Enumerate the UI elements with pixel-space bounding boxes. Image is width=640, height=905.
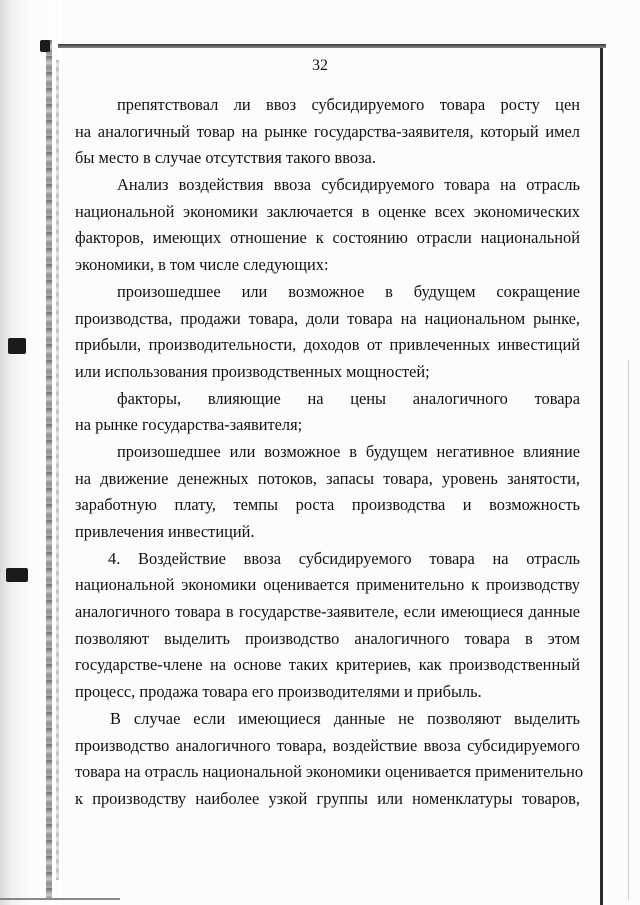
text-line: на аналогичный товар на рынке государства-заявителя, который имел (75, 121, 580, 141)
scan-binding-shadow (0, 0, 62, 905)
text-line: процесс, продажа товара его производителями и прибыль. (75, 682, 482, 702)
text-line: национальной экономики оценивается применительно к производству (75, 575, 580, 595)
text-line: препятствовал ли ввоз субсидируемого товара росту цен (117, 95, 580, 114)
body-text (75, 92, 584, 813)
text-line: Анализ воздействия ввоза субсидируемого товара на отрасль (117, 175, 580, 195)
scan-right-edge-faint (628, 360, 629, 900)
text-line: факторы, влияющие на цены аналогичного товара (117, 388, 580, 408)
text-line: произошедшее или возможное в будущем негативное влияние (117, 441, 580, 461)
scan-right-edge (600, 48, 603, 905)
text-line: привлечения инвестиций. (75, 522, 255, 541)
text-line: производства, продажи товара, доли товара на национальном рынке, (75, 308, 580, 328)
text-line: 4. Воздействие ввоза субсидируемого товара на отрасль (108, 548, 580, 568)
text-line: прибыли, производительности, доходов от привлеченных инвестиций (75, 335, 580, 355)
scan-binding-streak-secondary (56, 60, 59, 880)
scan-blot (6, 568, 28, 582)
text-line: аналогичного товара в государстве-заявителе, если имеющиеся данные (75, 602, 580, 622)
text-line: на движение денежных потоков, запасы товара, уровень занятости, (75, 468, 580, 488)
text-line: факторов, имеющих отношение к состоянию отрасли национальной (75, 228, 580, 248)
scan-blot (8, 338, 26, 354)
text-line: бы место в случае отсутствия такого ввоза. (75, 148, 376, 168)
text-line: позволяют выделить производство аналогичного товара в этом (75, 628, 580, 648)
page-number: 32 (312, 57, 328, 74)
text-line: к производству наиболее узкой группы или номенклатуры товаров, (75, 788, 580, 808)
text-line: экономики, в том числе следующих: (75, 255, 329, 275)
text-line: или использования производственных мощностей; (75, 361, 430, 381)
scan-binding-streak (46, 40, 52, 900)
text-line: заработную плату, темпы роста производства и возможность (75, 495, 580, 515)
text-line: на рынке государства-заявителя; (75, 415, 303, 435)
text-line: В случае если имеющиеся данные не позволяют выделить (110, 708, 580, 728)
scan-bottom-edge (0, 898, 120, 900)
text-line: производство аналогичного товара, воздействие ввоза субсидируемого (75, 735, 580, 755)
text-line: произошедшее или возможное в будущем сокращение (117, 281, 580, 301)
text-line: товара на отрасль национальной экономики оценивается применительно (75, 762, 584, 782)
text-line: государстве-члене на основе таких критериев, как производственный (75, 655, 580, 675)
scan-top-edge (58, 44, 606, 48)
text-line: национальной экономики заключается в оценке всех экономических (75, 201, 580, 221)
scan-blot (40, 40, 50, 52)
